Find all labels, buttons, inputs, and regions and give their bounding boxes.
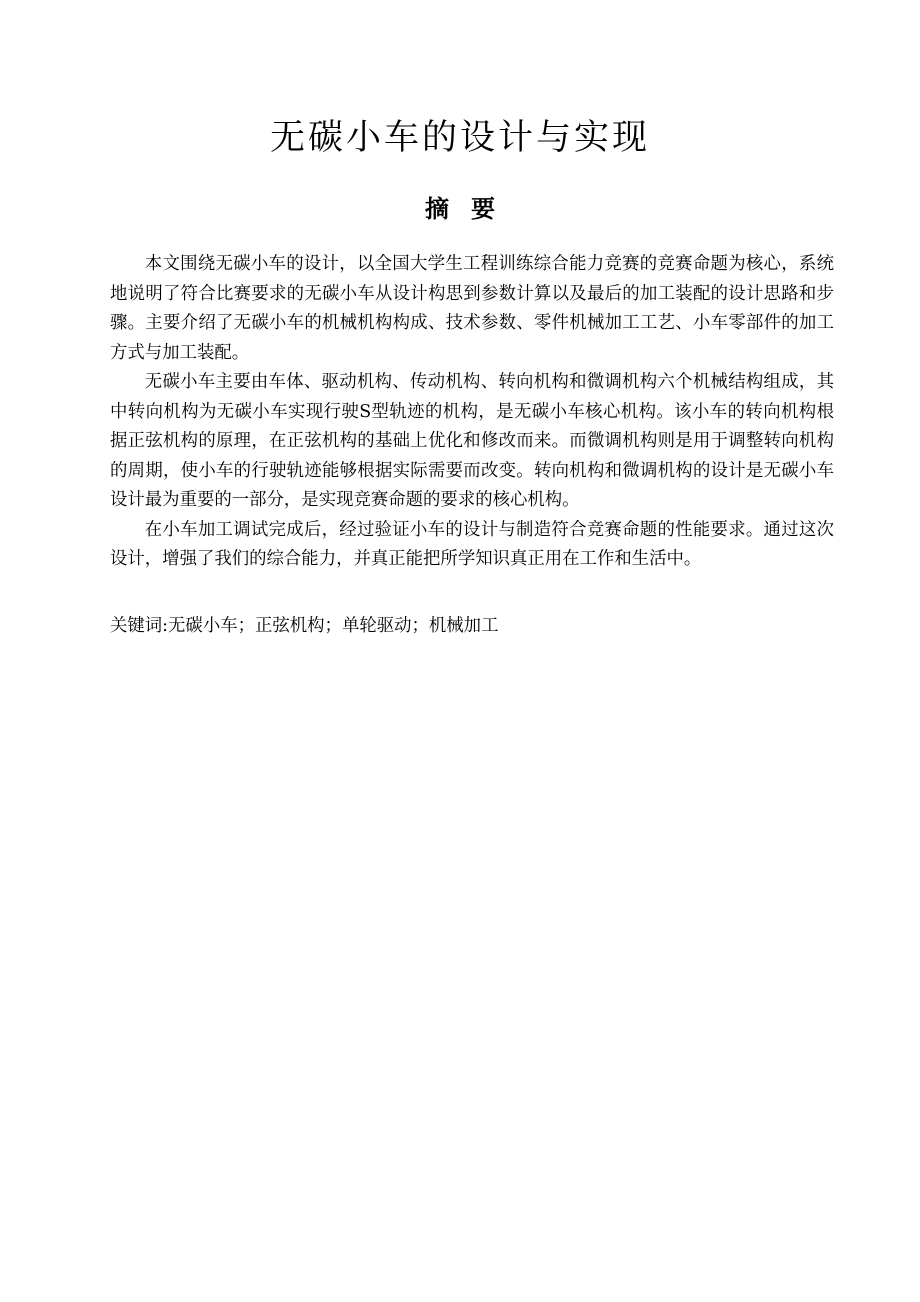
abstract-paragraph-1: 本文围绕无碳小车的设计，以全国大学生工程训练综合能力竞赛的竞赛命题为核心，系统地说明了符合比赛要求的无碳小车从设计构思到参数计算以及最后的加工装配的设计思路和步骤。主要介绍了无碳小车的机械机构构成、技术参数、零件机械加工工艺、小车零部件的加工方式与加工装配。 <box>110 254 834 363</box>
abstract-paragraph-3: 在小车加工调试完成后，经过验证小车的设计与制造符合竞赛命题的性能要求。通过这次设计，增强了我们的综合能力，并真正能把所学知识真正用在工作和生活中。 <box>110 519 834 569</box>
keywords-line: 关键词:无碳小车；正弦机构；单轮驱动；机械加工 <box>110 616 499 636</box>
abstract-body <box>110 250 834 575</box>
paper-title: 无碳小车的设计与实现 <box>269 118 650 158</box>
abstract-paragraph-2: 无碳小车主要由车体、驱动机构、传动机构、转向机构和微调机构六个机械结构组成，其中转向机构为无碳小车实现行驶S型轨迹的机构，是无碳小车核心机构。该小车的转向机构根据正弦机构的原理，在正弦机构的基础上优化和修改而来。而微调机构则是用于调整转向机构的周期，使小车的行驶轨迹能够根据实际需要而改变。转向机构和微调机构的设计是无碳小车设计最为重要的一部分，是实现竞赛命题的要求的核心机构。 <box>110 372 834 510</box>
abstract-heading: 摘要 <box>425 195 517 223</box>
